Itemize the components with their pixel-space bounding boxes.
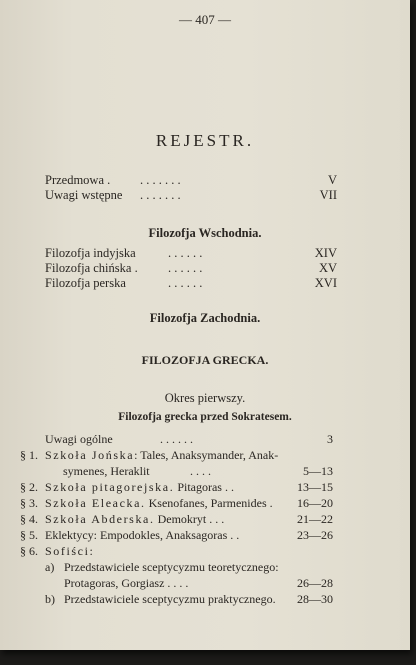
- toc-entry-indian: Filozofja indyjska . . . . . . XIV: [45, 246, 337, 260]
- toc-entry-general-remarks: Uwagi ogólne . . . . . . 3: [45, 432, 333, 446]
- section-heading-greek: FILOZOFJA GRECKA.: [141, 353, 269, 367]
- toc-entry-section-6: § 6. Sofiści:: [20, 544, 95, 558]
- toc-entry-section-5: § 5. Eklektycy: Empodokles, Anaksagoras . . 23—26: [20, 528, 333, 542]
- toc-entry-section-4: § 4. Szkoła Abderska. Demokryt . . . 21—22: [20, 512, 333, 526]
- period-heading: Filozofja grecka przed Sokratesem.: [118, 411, 292, 423]
- toc-entry-section-6a: a) Przedstawiciele sceptycyzmu teoretycznego:: [45, 560, 279, 574]
- toc-entry-chinese: Filozofja chińska . . . . . . . XV: [45, 261, 337, 275]
- page-number: — 407 —: [179, 12, 231, 27]
- page-title: REJESTR.: [155, 131, 255, 150]
- period-label: Okres pierwszy.: [164, 391, 246, 405]
- toc-entry-section-6b: b) Przedstawiciele sceptycyzmu praktycznego. 28—30: [45, 592, 333, 606]
- toc-entry-persian: Filozofja perska . . . . . . XVI: [45, 276, 337, 290]
- toc-entry-section-1: § 1. Szkoła Jońska: Tales, Anaksymander, Anak-: [20, 448, 279, 462]
- toc-entry-preface: Przedmowa . . . . . . . . V: [45, 173, 337, 187]
- section-heading-western: Filozofja Zachodnia.: [149, 311, 261, 325]
- toc-entry-section-1-cont: symenes, Heraklit . . . . 5—13: [63, 464, 333, 478]
- toc-entry-section-3: § 3. Szkoła Eleacka. Ksenofanes, Parmenides . 16—20: [20, 496, 333, 510]
- toc-entry-section-2: § 2. Szkoła pitagorejska. Pitagoras . . 13—15: [20, 480, 333, 494]
- section-heading-eastern: Filozofja Wschodnia.: [148, 226, 262, 240]
- toc-entry-section-6a-cont: Protagoras, Gorgiasz . . . . 26—28: [64, 576, 333, 590]
- toc-entry-introduction: Uwagi wstępne . . . . . . . VII: [45, 188, 337, 202]
